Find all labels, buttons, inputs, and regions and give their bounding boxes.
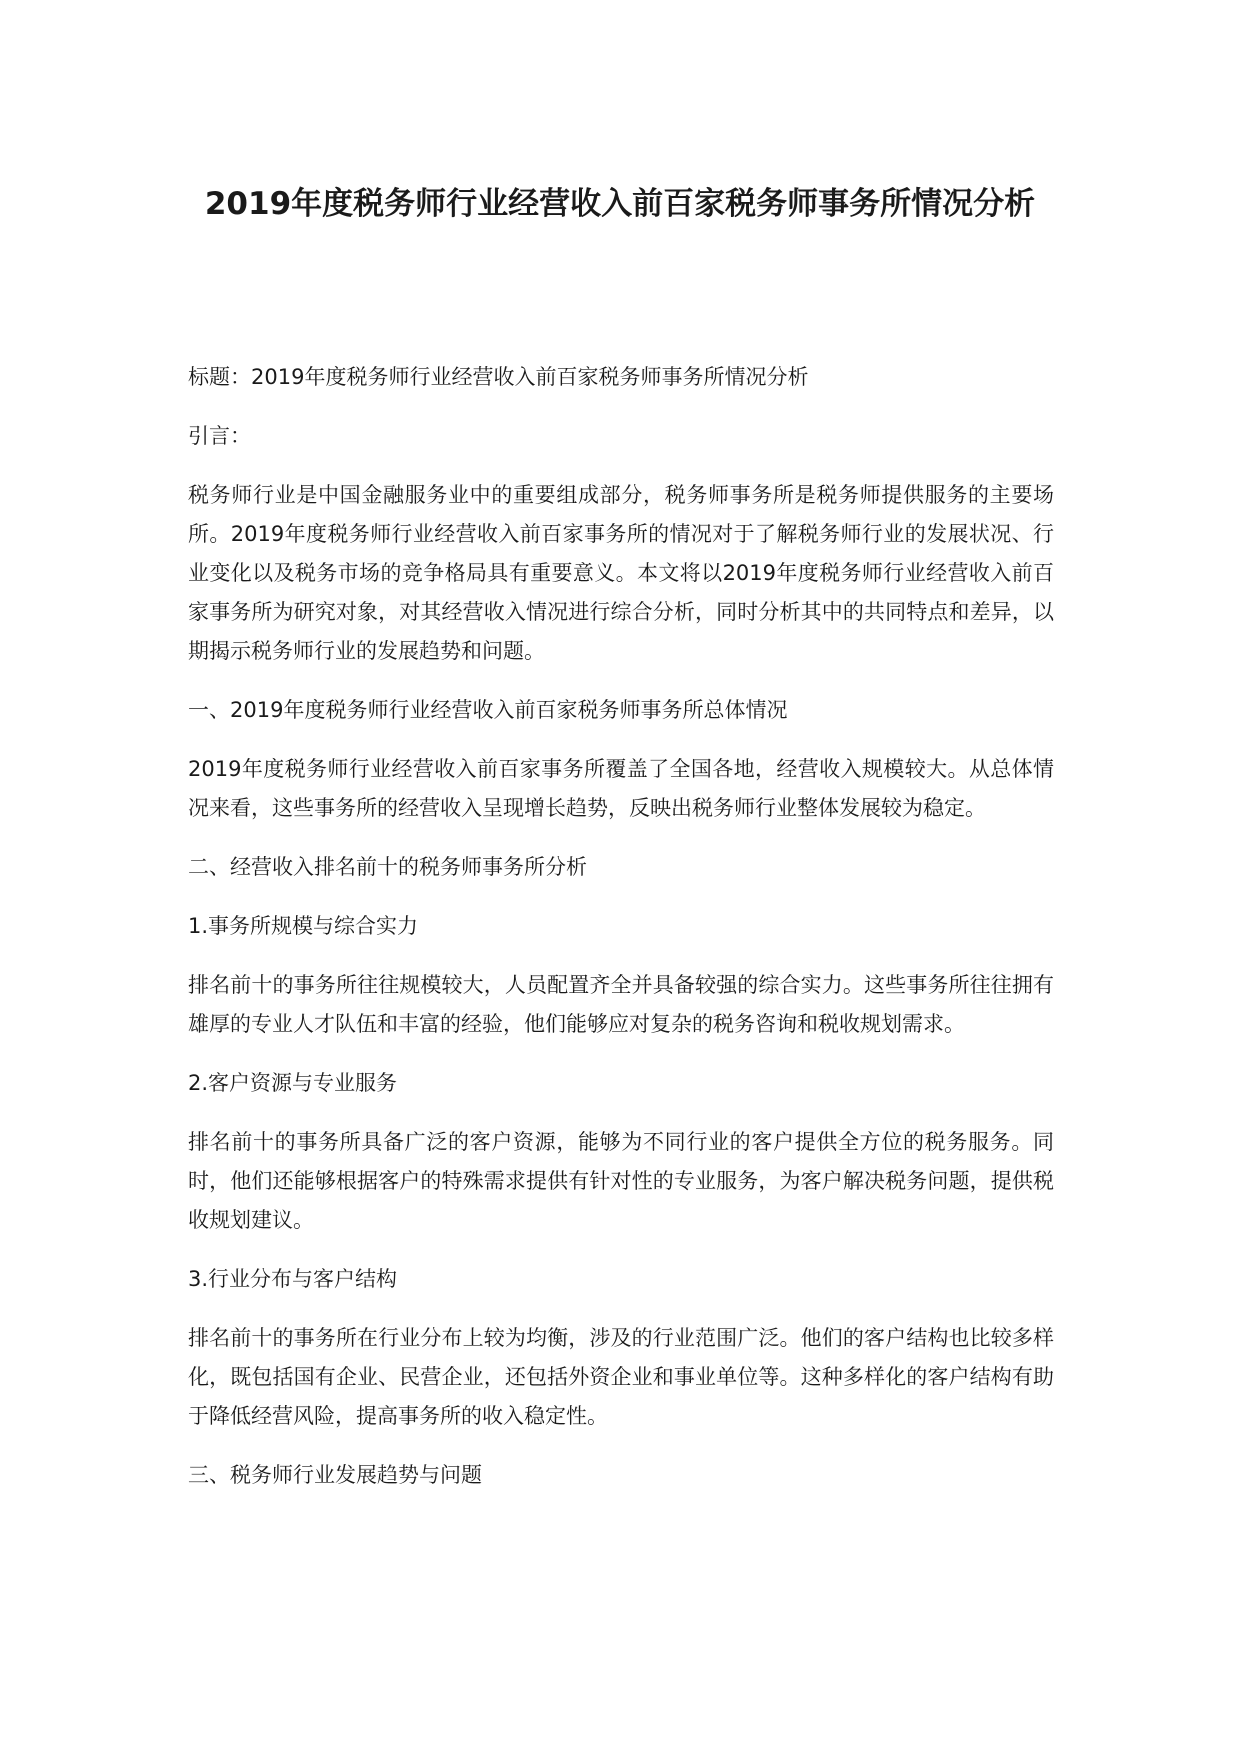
subheading-2-2: 2.客户资源与专业服务 <box>188 1071 398 1095</box>
section-heading-3: 三、税务师行业发展趋势与问题 <box>188 1463 482 1487</box>
title-line: 标题：2019年度税务师行业经营收入前百家税务师事务所情况分析 <box>188 365 809 389</box>
document-body <box>188 358 1054 1495</box>
paragraph-2-1: 排名前十的事务所往往规模较大，人员配置齐全并具备较强的综合实力。这些事务所往往拥有雄厚的专业人才队伍和丰富的经验，他们能够应对复杂的税务咨询和税收规划需求。 <box>188 973 1054 1036</box>
section-heading-2: 二、经营收入排名前十的税务师事务所分析 <box>188 855 587 879</box>
paragraph-2-3: 排名前十的事务所在行业分布上较为均衡，涉及的行业范围广泛。他们的客户结构也比较多样化，既包括国有企业、民营企业，还包括外资企业和事业单位等。这种多样化的客户结构有助于降低经营风险，提高事务所的收入稳定性。 <box>188 1326 1054 1428</box>
paragraph-2-2: 排名前十的事务所具备广泛的客户资源，能够为不同行业的客户提供全方位的税务服务。同时，他们还能够根据客户的特殊需求提供有针对性的专业服务，为客户解决税务问题，提供税收规划建议。 <box>188 1130 1054 1232</box>
subheading-2-3: 3.行业分布与客户结构 <box>188 1267 398 1291</box>
intro-paragraph: 税务师行业是中国金融服务业中的重要组成部分，税务师事务所是税务师提供服务的主要场所。2019年度税务师行业经营收入前百家事务所的情况对于了解税务师行业的发展状况、行业变化以及税务市场的竞争格局具有重要意义。本文将以2019年度税务师行业经营收入前百家事务所为研究对象，对其经营收入情况进行综合分析，同时分析其中的共同特点和差异，以期揭示税务师行业的发展趋势和问题。 <box>188 483 1054 663</box>
intro-heading: 引言： <box>188 424 251 448</box>
section-heading-1: 一、2019年度税务师行业经营收入前百家税务师事务所总体情况 <box>188 698 788 722</box>
document-title: 2019年度税务师行业经营收入前百家税务师事务所情况分析 <box>204 186 1036 222</box>
section-paragraph-1: 2019年度税务师行业经营收入前百家事务所覆盖了全国各地，经营收入规模较大。从总体情况来看，这些事务所的经营收入呈现增长趋势，反映出税务师行业整体发展较为稳定。 <box>188 757 1054 820</box>
subheading-2-1: 1.事务所规模与综合实力 <box>188 914 419 938</box>
